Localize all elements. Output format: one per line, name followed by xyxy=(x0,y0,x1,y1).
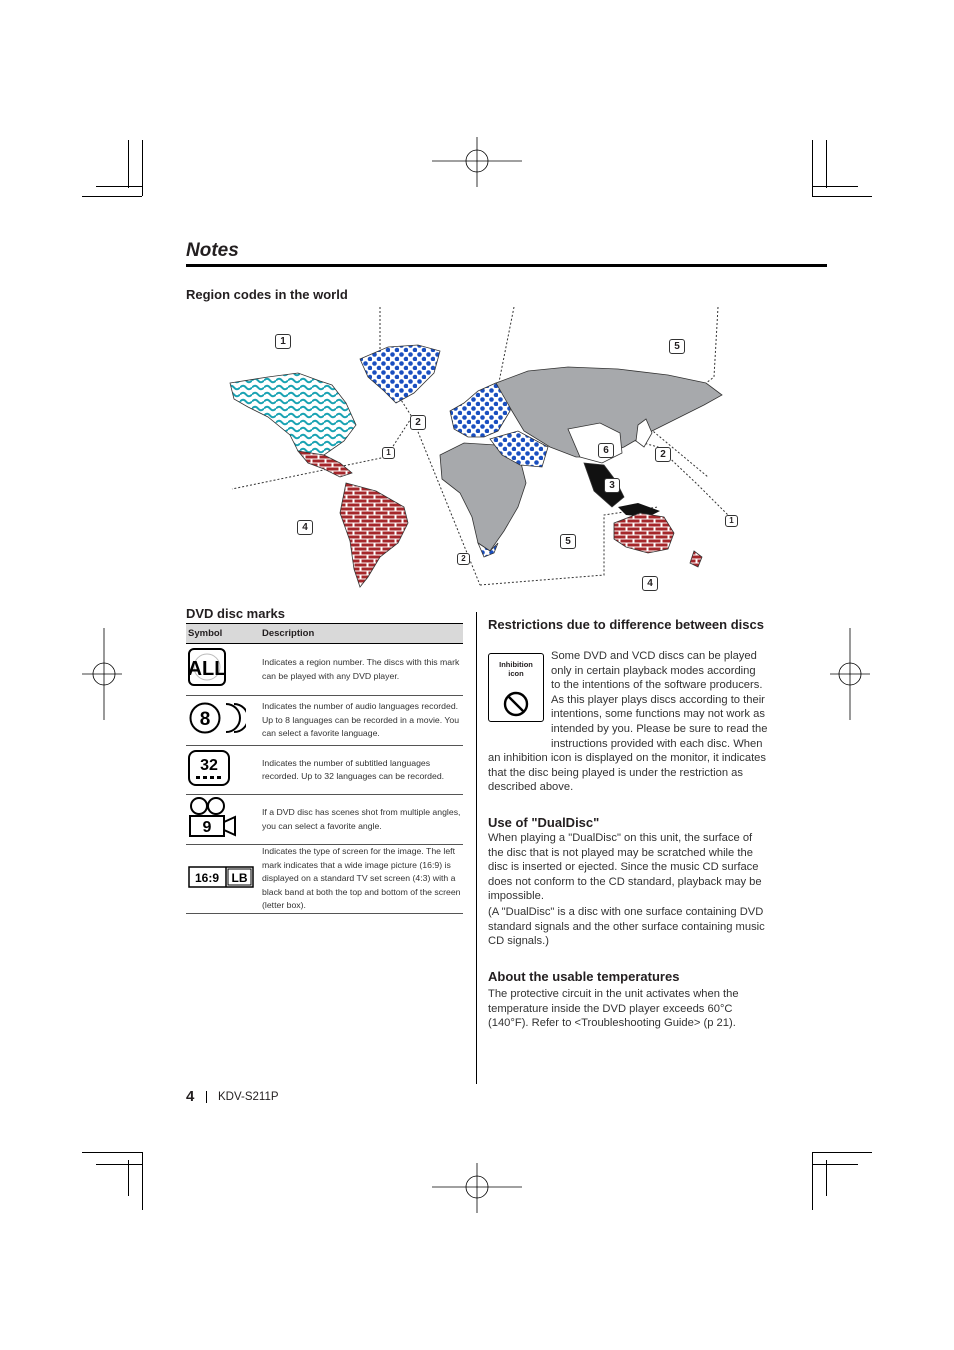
temperatures-text: The protective circuit in the unit activates when the temperature inside the DVD player exceeds 60°C (140°F). Refer to <Troubleshooting Guide> (p 21). xyxy=(488,988,739,1030)
footer-divider xyxy=(206,1091,207,1103)
crop-mark xyxy=(82,196,142,197)
crop-mark xyxy=(96,186,142,187)
region-1-north-america xyxy=(230,373,356,457)
subtitle-languages-icon xyxy=(188,750,230,786)
registration-mark xyxy=(830,628,870,720)
region-all-icon xyxy=(188,648,226,686)
svg-text:16:9: 16:9 xyxy=(194,870,220,885)
inhibition-icon-caption: Inhibition icon xyxy=(499,660,533,678)
restrictions-text-wrap xyxy=(488,649,768,795)
region-4-south-america xyxy=(340,483,408,587)
map-label-region: 2 xyxy=(410,415,426,430)
crop-mark xyxy=(142,140,143,196)
crop-mark xyxy=(812,1164,858,1165)
crop-mark xyxy=(826,1160,827,1196)
description-cell: Indicates the number of audio languages recorded. Up to 8 languages can be recorded in a movie. You can select a favorite language. xyxy=(260,696,463,746)
crop-mark xyxy=(82,1152,142,1153)
map-label-region: 5 xyxy=(560,534,576,549)
dvd-marks-table xyxy=(186,623,463,914)
table-row xyxy=(186,746,463,795)
description-cell: Indicates the type of screen for the image. The left mark indicates that a wide image picture (16:9) is displayed on a standard TV set screen (4:3) with a black band at both the top and bottom of the screen (letter box). xyxy=(260,845,463,914)
table-row xyxy=(186,795,463,845)
map-label-region: 4 xyxy=(642,576,658,591)
map-label-region: 1 xyxy=(275,334,291,349)
restrictions-heading: Restrictions due to difference between discs xyxy=(488,617,764,632)
registration-mark xyxy=(432,1163,522,1213)
title-rule xyxy=(186,264,827,267)
page-number: 4 xyxy=(186,1088,195,1105)
temperatures-heading: About the usable temperatures xyxy=(488,969,680,984)
restrictions-text: Some DVD and VCD discs can be played only in certain playback modes according to the intentions of the software producers. As this player plays discs according to their intentions, some functions may not work as intended by you. Please be sure to read the instructions provided with each disc. When an inhibition icon is displayed on the monitor, it indicates that the disc being played is under the restriction as described above. xyxy=(488,650,768,794)
svg-text:9: 9 xyxy=(202,819,212,837)
map-label-region: 2 xyxy=(457,553,470,565)
crop-mark xyxy=(128,140,129,188)
table-row xyxy=(186,644,463,696)
model-name: KDV-S211P xyxy=(218,1091,279,1103)
crop-mark xyxy=(142,1152,143,1210)
column-header-symbol: Symbol xyxy=(186,624,260,644)
svg-text:32: 32 xyxy=(200,756,218,774)
crop-mark xyxy=(812,186,858,187)
map-label-region: 4 xyxy=(297,520,313,535)
svg-text:8: 8 xyxy=(199,709,211,731)
audio-languages-icon xyxy=(188,702,246,734)
crop-mark xyxy=(96,1164,142,1165)
crop-mark xyxy=(812,1152,813,1210)
crop-mark xyxy=(812,196,872,197)
map-label-region: 5 xyxy=(669,339,685,354)
map-label-region: 1 xyxy=(725,515,738,527)
dvd-marks-heading: DVD disc marks xyxy=(186,606,285,621)
dualdisc-text: When playing a "DualDisc" on this unit, the surface of the disc that is not played may be scratched while the disc is inserted or ejected. Since the music CD surface does not conform to the CD standard, playback may be impossible. xyxy=(488,832,762,903)
svg-text:ALL: ALL xyxy=(188,658,226,681)
crop-mark xyxy=(128,1160,129,1196)
crop-mark xyxy=(826,140,827,188)
registration-mark xyxy=(82,628,122,720)
column-divider xyxy=(476,612,477,1084)
column-header-description: Description xyxy=(260,624,463,644)
table-row xyxy=(186,845,463,914)
region-2-greenland xyxy=(360,345,440,403)
map-label-region: 3 xyxy=(604,478,620,493)
map-label-region: 6 xyxy=(598,443,614,458)
crop-mark xyxy=(812,140,813,196)
description-cell: Indicates a region number. The discs with this mark can be played with any DVD player. xyxy=(260,644,463,696)
region-4-australia xyxy=(614,513,674,553)
registration-mark xyxy=(432,137,522,187)
region-codes-heading: Region codes in the world xyxy=(186,287,348,302)
svg-text:LB: LB xyxy=(231,870,248,885)
description-cell: If a DVD disc has scenes shot from multiple angles, you can select a favorite angle. xyxy=(260,795,463,845)
region-world-map xyxy=(228,307,728,597)
map-label-region: 1 xyxy=(382,447,395,459)
camera-angles-icon xyxy=(188,796,238,838)
map-label-region: 2 xyxy=(655,447,671,462)
dualdisc-heading: Use of "DualDisc" xyxy=(488,815,600,830)
dualdisc-note: (A "DualDisc" is a disc with one surface containing DVD standard signals and the other surface containing music CD signals.) xyxy=(488,906,765,948)
page-title: Notes xyxy=(186,240,239,261)
screen-type-icon xyxy=(188,866,254,888)
crop-mark xyxy=(812,1152,872,1153)
description-cell: Indicates the number of subtitled languages recorded. Up to 32 languages can be recorded. xyxy=(260,746,463,795)
table-row xyxy=(186,696,463,746)
region-4-new-zealand xyxy=(690,551,702,567)
